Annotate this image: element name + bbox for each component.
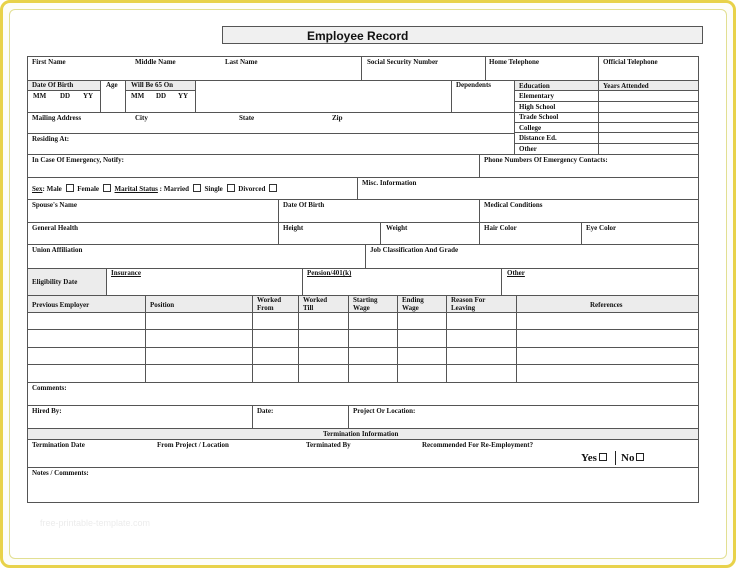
col-worked-from-1: Worked <box>257 296 282 304</box>
col-worked-till-1: Worked <box>303 296 328 304</box>
city-label: City <box>135 114 148 122</box>
eligibility-date-label: Eligibility Date <box>32 278 78 286</box>
misc-info-label: Misc. Information <box>362 179 417 187</box>
education-header: Education <box>519 82 550 90</box>
will-be-65-label: Will Be 65 On <box>131 81 174 89</box>
yes-label: Yes <box>581 452 597 464</box>
weight-label: Weight <box>386 224 408 232</box>
education-level-elementary: Elementary <box>519 92 554 100</box>
page-title: Employee Record <box>307 29 409 43</box>
education-level-other: Other <box>519 145 537 153</box>
dob-label: Date Of Birth <box>32 81 74 89</box>
col-starting-wage-2: Wage <box>353 304 370 312</box>
col-worked-from-2: From <box>257 304 274 312</box>
from-project-label: From Project / Location <box>157 441 229 449</box>
eye-color-label: Eye Color <box>586 224 617 232</box>
re-employment-label: Recommended For Re-Employment? <box>422 441 534 449</box>
middle-name-label: Middle Name <box>135 58 176 66</box>
married-checkbox[interactable] <box>193 184 201 192</box>
spouse-dob-label: Date Of Birth <box>283 201 325 209</box>
col-previous-employer: Previous Employer <box>32 301 90 309</box>
first-name-label: First Name <box>32 58 66 66</box>
65-yy: YY <box>178 92 189 100</box>
notes-comments-label: Notes / Comments: <box>32 469 89 477</box>
single-checkbox[interactable] <box>227 184 235 192</box>
no-label: No <box>621 452 635 464</box>
ssn-label: Social Security Number <box>367 58 439 66</box>
col-reason-leaving-2: Leaving <box>451 304 476 312</box>
education-level-distance: Distance Ed. <box>519 134 557 142</box>
yes-checkbox[interactable] <box>599 453 607 461</box>
col-references: References <box>590 301 623 309</box>
zip-label: Zip <box>332 114 343 122</box>
col-starting-wage-1: Starting <box>353 296 378 304</box>
last-name-label: Last Name <box>225 58 258 66</box>
education-level-high-school: High School <box>519 103 556 111</box>
no-option[interactable] <box>621 452 644 464</box>
residing-at-label: Residing At: <box>32 135 70 143</box>
male-checkbox[interactable] <box>66 184 74 192</box>
col-position: Position <box>150 301 175 309</box>
single-label: Single <box>204 185 223 193</box>
sex-label: Sex <box>32 185 43 193</box>
watermark-text: free-printable-template.com <box>40 518 151 528</box>
65-dd: DD <box>156 92 167 100</box>
official-telephone-label: Official Telephone <box>603 58 658 66</box>
job-classification-label: Job Classification And Grade <box>370 246 459 254</box>
medical-conditions-label: Medical Conditions <box>484 201 543 209</box>
project-location-label: Project Or Location: <box>353 407 416 415</box>
union-affiliation-label: Union Affiliation <box>32 246 83 254</box>
general-health-label: General Health <box>32 224 79 232</box>
col-reason-leaving-1: Reason For <box>451 296 486 304</box>
col-worked-till-2: Till <box>303 304 314 312</box>
dob-yy: YY <box>83 92 94 100</box>
dob-dd: DD <box>60 92 71 100</box>
dependents-label: Dependents <box>456 81 492 89</box>
hair-color-label: Hair Color <box>484 224 517 232</box>
yes-option[interactable] <box>581 452 607 464</box>
marital-status-label: Marital Status <box>114 185 158 193</box>
terminated-by-label: Terminated By <box>306 441 351 449</box>
title-box <box>222 26 703 44</box>
hired-by-label: Hired By: <box>32 407 62 415</box>
hire-date-label: Date: <box>257 407 274 415</box>
divorced-label: Divorced <box>238 185 266 193</box>
insurance-label: Insurance <box>111 269 141 277</box>
emergency-phones-label: Phone Numbers Of Emergency Contacts: <box>484 156 608 164</box>
male-label: Male <box>46 185 62 193</box>
pension-label: Pension/401(k) <box>307 269 352 277</box>
col-ending-wage-2: Wage <box>402 304 419 312</box>
height-label: Height <box>283 224 304 232</box>
education-level-trade-school: Trade School <box>519 113 559 121</box>
married-label: Married <box>163 185 189 193</box>
col-ending-wage-1: Ending <box>402 296 424 304</box>
termination-header: Termination Information <box>323 430 399 438</box>
dob-mm: MM <box>33 92 47 100</box>
termination-date-label: Termination Date <box>32 441 85 449</box>
spouse-name-label: Spouse's Name <box>32 201 77 209</box>
comments-label: Comments: <box>32 384 67 392</box>
sex-marital-line: Sex: Male Female Marital Status : Married Single Divorced <box>32 184 279 193</box>
divorced-checkbox[interactable] <box>269 184 277 192</box>
education-level-college: College <box>519 124 542 132</box>
female-label: Female <box>77 185 100 193</box>
age-label: Age <box>106 81 118 89</box>
emergency-notify-label: In Case Of Emergency, Notify: <box>32 156 124 164</box>
65-mm: MM <box>131 92 145 100</box>
state-label: State <box>239 114 255 122</box>
mailing-address-label: Mailing Address <box>32 114 82 122</box>
other-label: Other <box>507 269 525 277</box>
years-attended-header: Years Attended <box>603 82 649 90</box>
female-checkbox[interactable] <box>103 184 111 192</box>
home-telephone-label: Home Telephone <box>489 58 539 66</box>
no-checkbox[interactable] <box>636 453 644 461</box>
